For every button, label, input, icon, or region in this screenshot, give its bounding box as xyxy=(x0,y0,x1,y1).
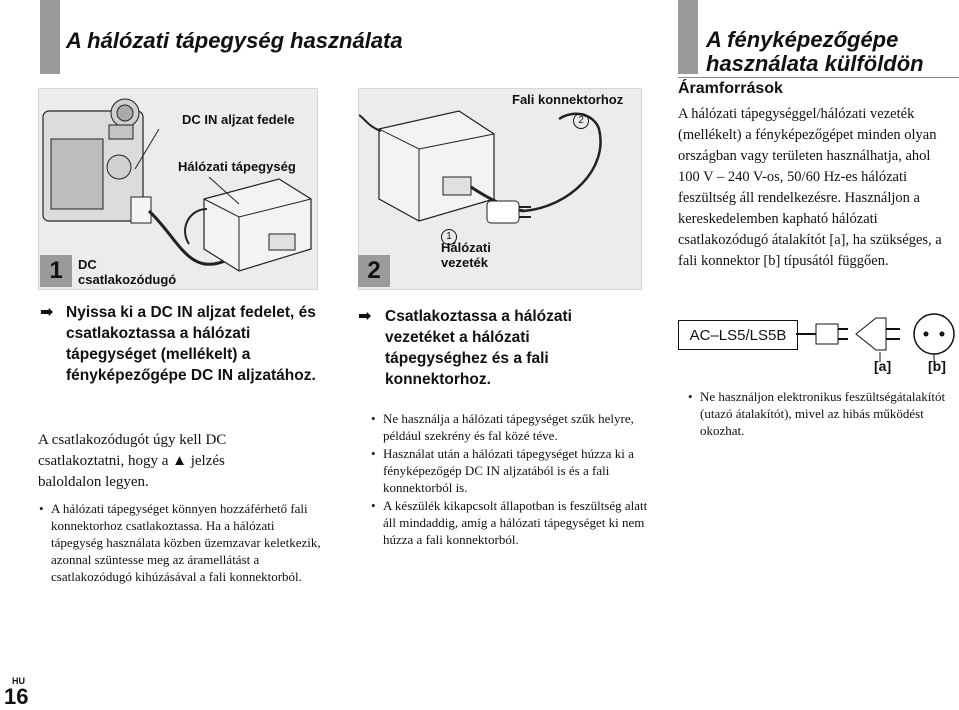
step-number-2: 2 xyxy=(358,255,390,287)
step1-note-item: • A hálózati tápegységet könnyen hozzáférhető fali konnektorhoz csatlakoztassa. Ha a hálózati tápegység használata közben üzemzavar keletkezik, azonnal szüntesse meg az áramellátást a csatlakozódugó kihúzásával a fali konnektorból. xyxy=(51,500,323,585)
step2-note-item: • Ne használja a hálózati tápegységet szűk helyre, például szekrény és fal közé téve. xyxy=(383,410,655,444)
step2-instruction: Csatlakoztassa a hálózati vezetéket a hálózati tápegységhez és a fali konnektorhoz. xyxy=(385,308,572,388)
step1-body-text: A csatlakozódugót úgy kell DC csatlakoztatni, hogy a ▲ jelzés baloldalon legyen. xyxy=(38,432,227,490)
label-dc-plug: DC csatlakozódugó xyxy=(78,257,177,287)
right-body-text: A hálózati tápegységgel/hálózati vezeték (mellékelt) a fényképezőgépet minden olyan országban vagy területen használhatja, ahol 100 V – 240 V-os, 50/60 Hz-es hálózati feszültség áll rendelkezésre. Használjon a kereskedelemben kapható hálózati csatlakozódugó átalakítót [a], ha szükséges, a fali konnektor [b] típusától függően. xyxy=(678,106,942,269)
right-note-item: • Ne használjon elektronikus feszültségátalakítót (utazó átalakítót), mivel az hibás működést okozhat. xyxy=(700,388,959,439)
section-marker-left xyxy=(40,0,60,74)
step2-note-item: • Használat után a hálózati tápegységet húzza ki a fényképezőgép DC IN aljzatából is és a fali konnektorból is. xyxy=(383,445,655,496)
label-cord-number: 1 xyxy=(441,226,457,245)
step1-notes xyxy=(38,500,323,586)
instruction-arrow-icon: ➡ xyxy=(358,306,372,325)
label-outlet-b: [b] xyxy=(928,358,946,374)
title-underline xyxy=(678,77,959,78)
label-dc-in-cover: DC IN aljzat fedele xyxy=(182,112,295,127)
label-wall-outlet: Fali konnektorhoz xyxy=(512,92,624,107)
step2-notes xyxy=(370,410,655,549)
page-number: 16 xyxy=(4,684,29,709)
step1-instruction: Nyissa ki a DC IN aljzat fedelet, és csatlakoztassa a hálózati tápegységet (mellékelt) a fényképezőgépe DC IN aljzatához. xyxy=(66,304,316,384)
right-notes xyxy=(687,388,959,440)
model-label-box xyxy=(678,320,798,350)
section-marker-right xyxy=(678,0,698,74)
page-title-right: A fényképezőgépe használata külföldön xyxy=(706,27,924,76)
language-code: HU xyxy=(12,676,25,686)
label-outlet-number: 2 xyxy=(573,110,589,129)
step-number-1: 1 xyxy=(40,255,72,287)
subtitle-power-sources: Áramforrások xyxy=(678,80,783,97)
label-power-cord: Hálózati vezeték xyxy=(441,240,491,270)
plug-adapter-drawing xyxy=(796,312,956,362)
page-title-left: A hálózati tápegység használata xyxy=(66,28,403,53)
label-adapter-a: [a] xyxy=(874,358,892,374)
instruction-arrow-icon: ➡ xyxy=(40,302,54,321)
label-adapter: Hálózati tápegység xyxy=(178,159,296,174)
step2-note-item: • A készülék kikapcsolt állapotban is feszültség alatt áll mindaddig, amíg a hálózati tápegységet ki nem húzza a fali konnektorból. xyxy=(383,497,655,548)
model-label: AC–LS5/LS5B xyxy=(689,326,787,344)
